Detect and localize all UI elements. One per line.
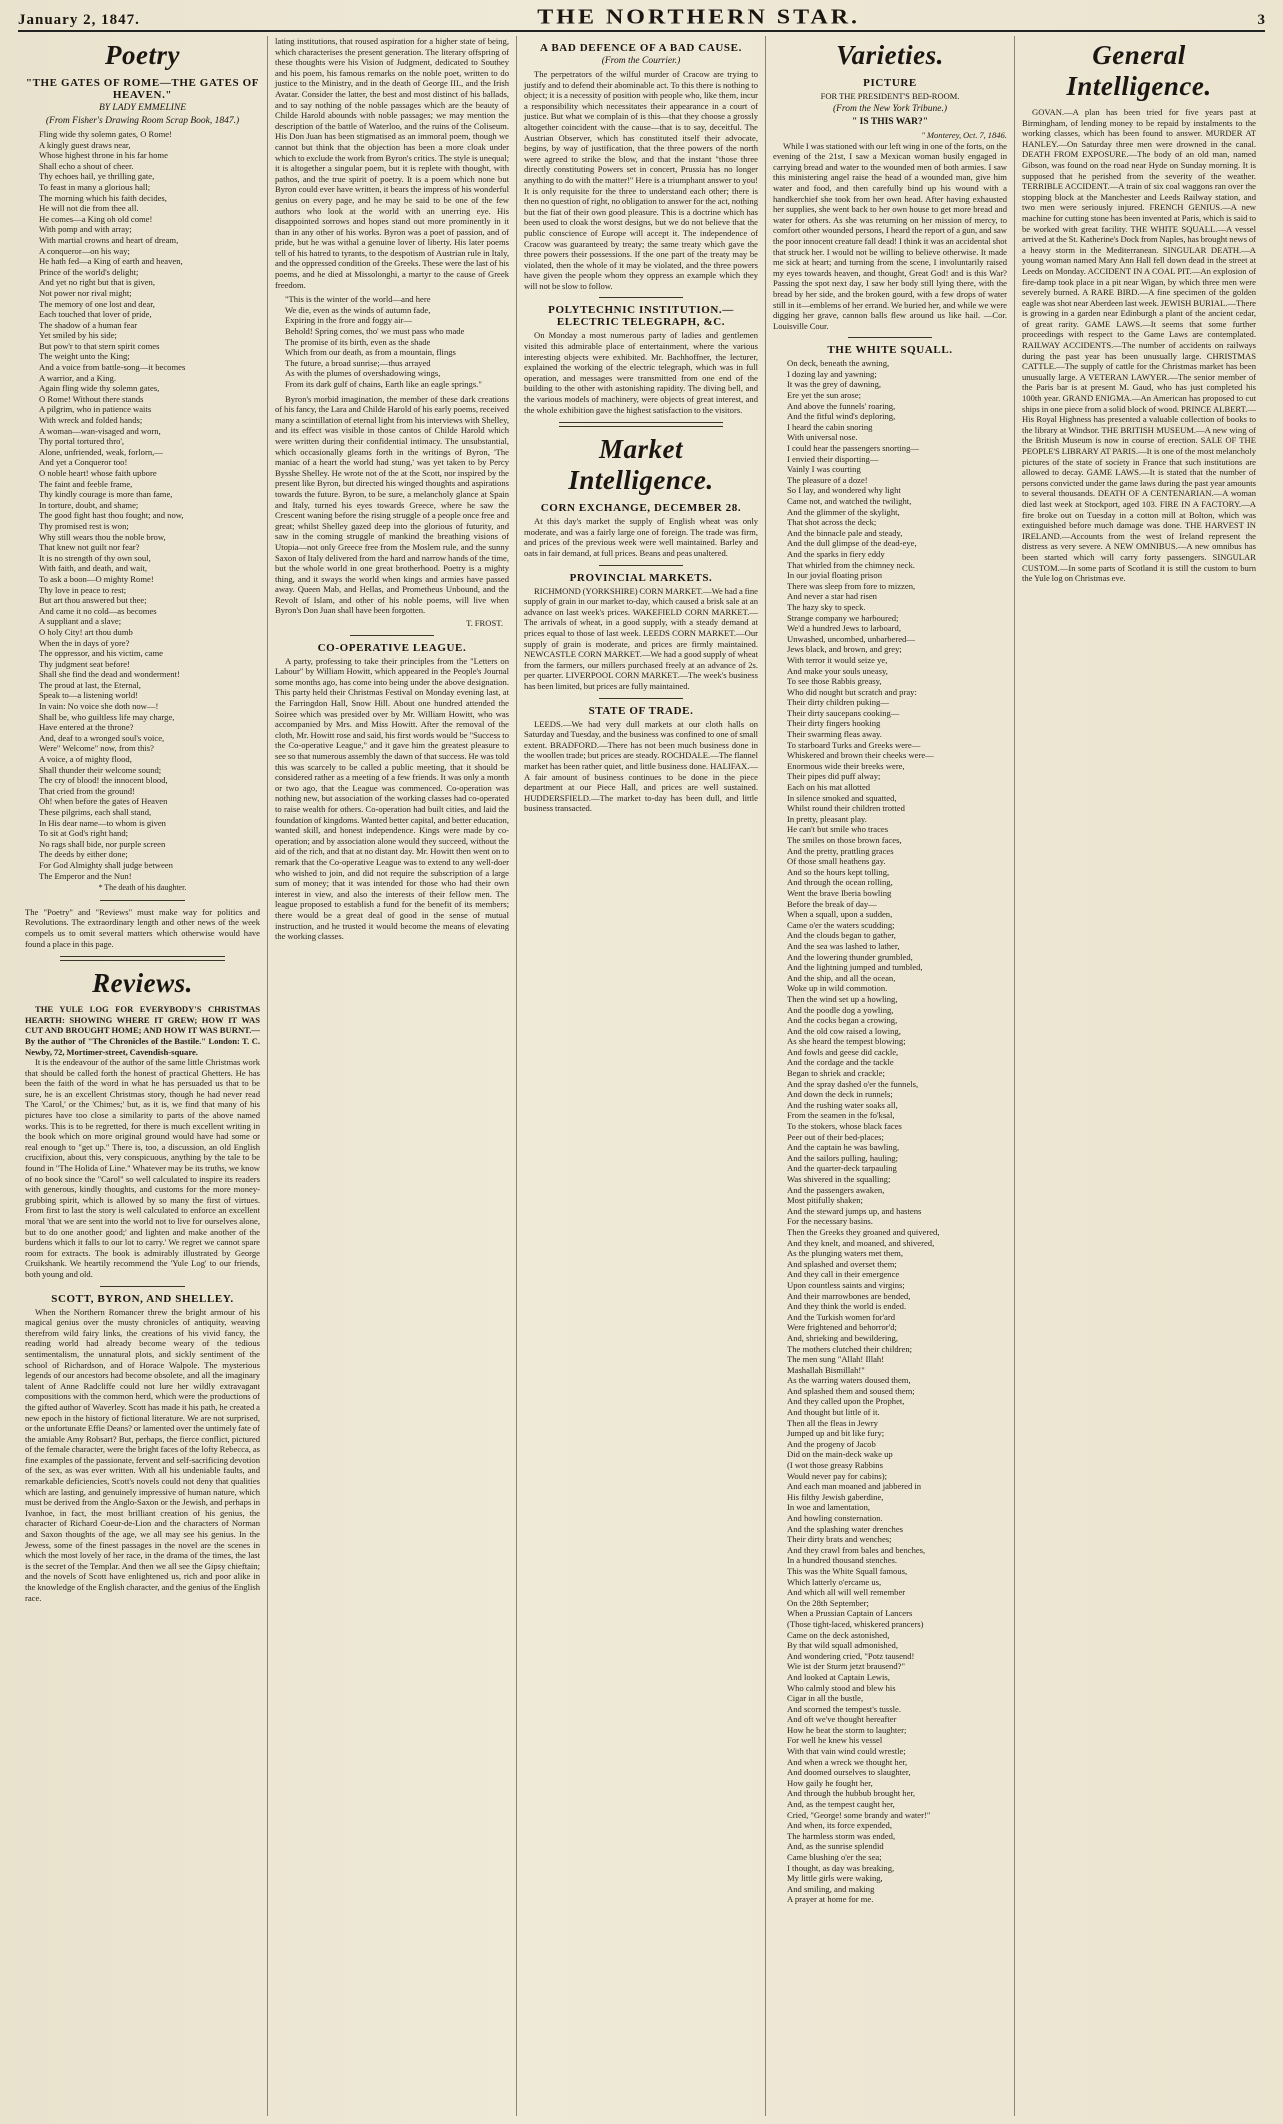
column-3 (517, 36, 766, 2116)
signature: T. FROST. (466, 618, 503, 629)
divider (100, 1286, 185, 1287)
article-title: CO-OPERATIVE LEAGUE. (317, 641, 467, 654)
article-body: When the Northern Romancer threw the bright armour of his magical genius over the musty chronicles of antiquity, weaving therefrom wild fairy links, the creations of his vivid fancy, the reading world had already become weary of the tedious sentimentalism, the unnatural plots, and sickly sentiment of the school of Richardson, and of Horace Walpole. The mysterious legends of our ancestors had become obsolete, and all the imaginary talent of Anne Radcliffe could not lure her wildly extravagant compositions with the common herd, which were the productions of the gifted author of Waverley. Scott has made it his path, he created a new epoch in the history of fictional literature. We are not surprised, or the unfortunate Effie Deans? or lamented over the untimely fate of the amiable Amy Robsart? But, perhaps, the fierce conflict, pictured of the female character, were the bright faces of the lofty Rebecca, as fine examples of the passionate, fervent and self-sacrificing devotion of the sex, as was ever written. With all his undeniable faults, and remarkable deficiencies, Scott's novels could not deny that qualities which are lasting, and genuinely impressive of human nature, which must be derived from the Anglo-Saxon or the Jewish, and perhaps in Ivanhoe, in fact, the most brilliant creation of his genius, the character of Richard Coeur-de-Lion and the characters of Norman and Saxon thoughts of the age, we all may see his genius. In the Jewess, some of the finest passages in the novel are the scenes in which the most lovely of her race, in the drama of the times, the last is the secret of the Templar. And then we all see the Gipsy chieftain; and the novels of Scott have enlightened us, rich and poor alike in the knowledge of the English character, and the genius of the English race. (25, 1306, 261, 1603)
poem-source: (From Fisher's Drawing Room Scrap Book, 1847.) (45, 116, 240, 126)
article-body: On Monday a most numerous party of ladies and gentlemen visited this admirable place of entertainment, where the various interesting objects were exhibited. Mr. Bachhoffner, the lecturer, explained the working of the electric telegraph, which was in full operation, and messages were transmitted from one end of the building to the other with astonishing rapidity. The diving bell, and the various models of machinery, were objects of great interest, and the whole exhibition gave the highest satisfaction to the visitors. (524, 330, 758, 415)
poem-quote: "This is the winter of the world—and here We die, even as the winds of autumn fade, Expiring in the frore and foggy air— Behold! Spring comes, tho' we must pass who made The promise of its birth, even as the shade Which from our death, as from a mountain, flings The future, a broad sunrise;—thus arrayed As with the plumes of overshadowing wings, From its dark gulf of chains, Earth like an eagle springs." (285, 294, 482, 389)
divider (599, 565, 683, 566)
article-source: (From the Courrier.) (601, 56, 681, 66)
section-heading-poetry: Poetry (105, 40, 180, 70)
section-heading-general: General Intelligence. (1066, 40, 1212, 101)
divider (350, 635, 434, 636)
article-body: The perpetrators of the wilful murder of Cracow are trying to justify and to defend their abominable act. To this there is nothing to object; it is a necessity of position with people who, like them, incur a responsibility which necessitates their appearance in a court of justice. But what we complain of is this—that they choose a grossly altogether coincident with the cause—that is to say, deceitful. The Austrian Observer, which has constituted itself their advocate, begins, by way of justification, that the three powers of the north were agreed to strike the blow, and that the instant "those three directly constituting Powers set in concert, Prussia has no longer anything to do with the matter!" Here is a triumphant answer to you! It is only requisite for the three to understand each other; there is then no question of right, no obligation to answer for the act, nothing but the fiat of their own good pleasure. This is a doctrine which has been used to cloak the worst designs, but we do not believe that the public conscience of Europe will accept it. The independence of Cracow was guaranteed by treaty; the same treaty which gave the three powers their possessions. If the one part of the treaty may be violated, then the whole of it may be violated, and the three powers have given the people whom they oppress an example which they will not be slow to follow. (524, 69, 758, 291)
editorial-note: The "Poetry" and "Reviews" must make way for politics and Revolutions. The extraordinary length and other news of the week compels us to omit several matters which otherwise would have found a place in this page. (25, 906, 260, 949)
divider (848, 337, 932, 338)
page-number: 3 (1257, 12, 1265, 28)
review-body: It is the endeavour of the author of the same little Christmas work that should be called forth the honest of practical Ghetters. He has been the faith of the word in what he has persuaded us that to be sure, he is an excellent Christmas story, though he had never read The 'Carol,' or the 'Chimes;' but, as it is, we find that many of his pictures have too close a similarity to parts of the above named works. This is to be regretted, for there is much excellent writing in the book which on more original ground would have had some or real enough to "get up." There is, too, a discussion, an old English crucifixion, about this, very conspicuous, anything by the tale to be found in "The Holida of Line." Whatever may be its truths, we know of no book since the "Carol" so well calculated to inspire its readers with generous, kindly thoughts, and customs for the more money-grubbing spirit, which is allowed by so many the first of virtues. From first to last the story is well calculated to enforce an excellent moral 'that we are sent into the world not to live for ourselves alone, but to do one another good;' and lighten and make another of the burdens which it falls to our lot to carry.' We regret we cannot spare room for extracts. The book is admirably illustrated by George Cruikshank. We heartily recommend the 'Yule Log' to our friends, both young and old. (25, 1057, 260, 1279)
poem-text: On deck, beneath the awning, I dozing lay and yawning; It was the grey of dawning, Ere yet the sun arose; And above the funnels' roaring, And the fitful wind's deploring, I heard the cabin snoring With universal nose. I could hear the passengers snorting— I envied their disporting— Vainly I was courting The pleasure of a doze! So I lay, and wondered why light Came not, and watched the twilight, And the glimmer of the skylight, That shot across the deck; And the binnacle pale and steady, And the dull glimpse of the dead-eye, And the sparks in fiery eddy That whirled from the chimney neck. In our jovial floating prison There was sleep from fore to mizzen, And never a star had risen The hazy sky to speck. Strange company we harboured; We'd a hundred Jews to larboard, Unwashed, uncombed, unbarbered— Jews black, and brown, and grey; With terror it would seize ye, And make your souls uneasy, To see those Rabbis greasy, Who did nought but scratch and pray: Their dirty children puking— Their dirty saucepans cooking— Their dirty fingers hooking Their swarming fleas away. To starboard Turks and Greeks were— Whiskered and brown their cheeks were— Enormous wide their breeks were, Their pipes did puff alway; Each on his mat allotted In silence smoked and squatted, Whilst round their children trotted In pretty, pleasant play. He can't but smile who traces The smiles on those brown faces, And the pretty, prattling graces Of those small heathens gay. And so the hours kept tolling, And through the ocean rolling, Went the brave Iberia bowling Before the break of day— When a squall, upon a sudden, Came o'er the waters scudding; And the clouds began to gather, And the sea was lashed to lather, And the lowering thunder grumbled, And the lightning jumped and tumbled, And the ship, and all the ocean, Woke up in wild commotion. Then the wind set up a howling, And the poodle dog a yowling, And the cocks began a crowing, And the old cow raised a lowing, As she heard the tempest blowing; And fowls and geese did cackle, And the cordage and the tackle Began to shriek and crackle; And the spray dashed o'er the funnels, And down the deck in runnels; And the rushing water soaks all, From the seamen in the fo'ksal, To the stokers, whose black faces Peer out of their bed-places; And the captain he was bawling, And the sailors pulling, hauling; And the quarter-deck tarpauling Was shivered in the squalling; And the passengers awaken, Most pitifully shaken; And the steward jumps up, and hastens For the necessary basins. Then the Greeks they groaned and quivered, And they knelt, and moaned, and shivered, As the plunging waters met them, And splashed and overset them; And they call in their emergence Upon countless saints and virgins; And their marrowbones are bended, And they think the world is ended. And the Turkish women for'ard Were frightened and behorror'd; And, shrieking and bewildering, The mothers clutched their children; The men sung "Allah! Illah! Mashallah Bismillah!" As the warring waters doused them, And splashed them and soused them; And they called upon the Prophet, And thought but little of it. Then all the fleas in Jewry Jumped up and bit like fury; And the progeny of Jacob Did on the main-deck wake up (I wot those greasy Rabbins Would never pay for cabins); And each man moaned and jabbered in His filthy Jewish gaberdine, In woe and lamentation, And howling consternation. And the splashing water drenches Their dirty brats and wenches; And they crawl from bales and benches, In a hundred thousand stenches. This was the White Squall famous, Which latterly o'ercame us, And which all will well remember On the 28th September; When a Prussian Captain of Lancers (Those tight-laced, whiskered prancers) Came on the deck astonished, By that wild squall admonished, And wondering cried, "Potz tausend! Wie ist der Sturm jetzt brausend?" And looked at Captain Lewis, Who calmly stood and blew his Cigar in all the bustle, And scorned the tempest's tussle. And oft we've thought hereafter How he beat the storm to laughter; For well he knew his vessel With that vain wind could wrestle; And when a wreck we thought her, And doomed ourselves to slaughter, How gaily he fought her, And through the hubbub brought her, And, as the tempest caught her, Cried, "George! some brandy and water!" And when, its force expended, The harmless storm was ended, And, as the sunrise splendid Came blushing o'er the sea; I thought, as day was breaking, My little girls were waking, And smiling, and making A prayer at home for me. (787, 358, 940, 1905)
article-body: While I was stationed with our left wing in one of the forts, on the evening of the 21st, I saw a Mexican woman busily engaged in carrying bread and water to the wounded men of both armies. I saw this ministering angel raise the head of a wounded man, give him water and food, and then carefully bind up his wound with a handkerchief she took from her own head. After having exhausted her supplies, she went back to her own house to get more bread and water for others. As she was returning on her mission of mercy, to comfort other wounded persons, I heard the report of a gun, and saw the poor innocent creature fall dead! I think it was an accidental shot that struck her. I would not be willing to believe otherwise. It made me sick at heart; and turning from the scene, I involuntarily raised my eyes towards heaven, and thought, Great God! and is this War? Passing the spot next day, I saw her body still lying there, with the bread by her side, and the broken gourd, with a few drops of water still in it—emblems of her errand. We buried her, and while we were digging her grave, cannon balls flew around us like hail. —Cor. Louisville Cour. (773, 140, 1007, 331)
article-body: A party, professing to take their principles from the "Letters on Labour" by William Howitt, which appeared in the People's Journal some months ago, has come into being under the above designation. This party held their Christmas Festival on Monday evening last, at the Farringdon Hall, Snow Hill. About one hundred attended the Soiree which was presided over by Mr. William Howitt, who was accompanied by Mrs. and Miss Howitt. After the removal of the cloth, Mr. Howitt rose and said, his first words would be "Success to the Co-operative League," and it gave him the greatest pleasure to see so that numerous assembly the dawn of that success. He was told this was scarcely to be called a public meeting, that it should be considered rather as a meeting of a few friends. It was only a month or two ago, that the League was commenced. Co-operation was nothing new, but association of the working classes had co-operated to raise wealth for others. Co-operation had built cities, and laid the foundation of kingdoms. Wanted better capital, and better education, wanted skill, and honest independence. Kings were made by co-operation; and by association alone would they succeed, without the aid of the rich, and that at no distant day. Mr. Howitt then went on to remark that the Co-operative League was to extend to any well-doer who wished to join, and did not require the subscription of a large sum of money; that it was intended for those who had their own interest in view, and also the interests of their fellow men. The league proposed to establish a fund for the benefit of its members; there would be a great deal of good in the sense of mutual instruction, and he trusted it would become the means of elevating the working classes. (275, 655, 509, 942)
columns (18, 36, 1263, 2116)
article-body: lating institutions, that roused aspiration for a higher state of being, which characterises the present generation. The literary offspring of these thoughts were his Vision of Judgment, dedicated to Southey and his poem, his famous remarks on the noble poet, written to do justice to the Ministry, and in the death of George III., and the Irish Avatar. Consider the latter, the best and most distinct of his ballads, and to say nothing of the noble passages which are the beauty of Childe Harold abounds with noble passages; we may mention the description of the battle of Waterloo, and the ruins of the Coliseum. His Don Juan has been stigmatised as an immoral poem, though we cannot but think that the objection has been a more cloak under which to exclude the work from Byron's critics. The style is unequal; it is altogether a singular poem, but it is replete with thought, with pathos, and the true spirit of poetry. It is a poem which none but Byron could ever have written, it bears the impress of his wonderful genius on every page, and he may be said to be one of the few authors who look at the world with an unerring eye. His disappointed sorrows and hopes stand out more prominently in it than in any other of his works. Byron was a poet of passion, and of pride, but he was withal a genuine lover of liberty. His later poems tell of his hatred to tyrants, to the despotism of Austrian rule in Italy, and the oppressed condition of the Greeks. These were the last of his poems, and he died at Missolonghi, a martyr to the cause of Greek freedom. (275, 36, 509, 290)
article-body: LEEDS.—We had very dull markets at our cloth halls on Saturday and Tuesday, and the business was confined to one of small extent. BRADFORD.—There has not been much business done in the woollen trade; but prices are steady. ROCHDALE.—The flannel market has been rather quiet, and little business done. HALIFAX.—A fair amount of business continues to be done in the piece department at our Piece Hall, and prices are well sustained. HUDDERSFIELD.—The market to-day has been dull, and little business transacted. (524, 718, 758, 814)
article-body: Byron's morbid imagination, the member of these dark creations of his fancy, the Lara and Childe Harold of his early poems, received many a scintillation of eternal light from his interviews with Shelley, and its effect was visible in those cantos of Childe Harold which were written during their confidential intimacy. The unsubstantial, which occasionally gleams forth in the writings of Byron, 'The maniac of a heart the world had stung,' was yet taken to by Percy Bysshe Shelley. He wrote not of the at the Scott, nor inspired by the present like Byron, but directed his winged thoughts and aspirations towards the future. Byron, to be sure, a melancholy glance at Spain and Italy, turned his eyes towards Greece, where he saw the Crescent waning before the rising struggle of a people once free and great; whilst Shelley gazed deep into the glorious of futurity, and saw in the coming struggle of mankind the breathing visions of Utopia—not only Greece free from the Moslem rule, and the sunny Saxon of Italy delivered from the hard and narrow hands of the time, but the whole world in one great brotherhood. Poetry is a mighty thing, and it sways the world when kings and armies have passed away. Queen Mab, and Hellas, and Prometheus Unbound, and the Revolt of Islam, and other of his noble poems, will live when Byron's Don Juan shall have been forgotten. (275, 393, 509, 616)
column-2 (268, 36, 517, 2116)
divider (100, 900, 185, 901)
masthead-date: January 2, 1847. (18, 12, 140, 28)
column-1 (18, 36, 268, 2116)
article-title: PROVINCIAL MARKETS. (569, 571, 713, 584)
article-subtitle: FOR THE PRESIDENT'S BED-ROOM. (820, 91, 960, 101)
divider (559, 422, 723, 427)
article-title: A BAD DEFENCE OF A BAD CAUSE. (540, 42, 742, 54)
section-heading-varieties: Varieties. (836, 40, 944, 70)
article-title: POLYTECHNIC INSTITUTION.—ELECTRIC TELEGRAPH, &C. (548, 304, 734, 329)
news-items: GOVAN.—A plan has been tried for five years past at Birmingham, of lending money to be repaid by instalments to the working classes, which has been found to answer. MURDER AT HANLEY.—On Saturday three men were drowned in the canal. DEATH FROM EXPOSURE.—The body of an old man, named Gibson, was found on the road near Hyde on Sunday morning. It is supposed that he perished from the severity of the weather. TERRIBLE ACCIDENT.—A train of six coal waggons ran over the stopping block at the Manchester and Leeds Railway station, and two men were seriously injured. FRENCH GENIUS.—A new machine for cutting stone has been invented at Paris, which is said to be worked with great facility. THE WHITE SQUALL.—A vessel arrived at the St. Katherine's Dock from Naples, has brought news of a heavy storm in the Mediterranean. SINGULAR DEATH.—A young woman named Mary Ann Hall fell down dead in the street at Leeds on Monday. ACCIDENT IN A COAL PIT.—An explosion of fire-damp took place in a pit near Wigan, by which three men were severely burned. A RARE BIRD.—A fine specimen of the golden eagle was shot near Aberdeen last week. JEWISH BURIAL.—There is growing in a garden near Edinburgh a plant of the ancient cedar, of great rarity. GAME LAWS.—It seems that some further proceedings with respect to the Game Laws are contemplated. RAILWAY ACCIDENTS.—The number of accidents on railways during the past year has been unusually large. CHRISTMAS CATTLE.—The supply of cattle for the Christmas market has been unusually large. A VETERAN LAWYER.—The senior member of the Paris bar is at present M. Gaud, who has just completed his 100th year. GRAND ENIGMA.—An American has proposed to cut ships in one piece from a solid block of wood. PRINCE ALBERT.—His Royal Highness has presented a valuable collection of books to the library at Windsor. THE BRITISH MUSEUM.—A new wing of the British Museum is now in course of erection. SALE OF THE PEOPLE'S LIBRARY AT PARIS.—It is one of the most melancholy pictures of the state of society in France that such institutions are allowed to decay. GAME LAWS.—It is stated that the number of persons convicted under the game laws during the past year amounts to several thousands. DEATH OF A CENTENARIAN.—A woman died last week at Stockport, aged 103. FIRE IN A FACTORY.—A fire broke out on Tuesday in a cotton mill at Bolton, which was extinguished before much damage was done. THE HARVEST IN IRELAND.—Accounts from the west of Ireland represent the distress as very severe. A NEW OMNIBUS.—A new omnibus has been started which will carry forty passengers. SINGULAR CUSTOM.—In some parts of Scotland it is still the custom to burn the Yule log on Christmas eve. (1022, 107, 1256, 584)
masthead (18, 4, 1265, 32)
divider (599, 297, 683, 298)
article-title: PICTURE (863, 77, 917, 89)
poem-author: BY LADY EMMELINE (98, 103, 187, 113)
article-title: SCOTT, BYRON, AND SHELLEY. (51, 1292, 234, 1305)
section-heading-market: Market Intelligence. (568, 434, 714, 496)
divider (60, 956, 225, 961)
review-title: THE YULE LOG FOR EVERYBODY'S CHRISTMAS HEARTH: SHOWING WHERE IT GREW; HOW IT WAS CUT AND BROUGHT HOME; AND HOW IT WAS BURNT.—By the author of "The Chronicles of the Bastile." London: T. C. Newby, 72, Mortimer-street, Cavendish-square. (25, 1004, 260, 1057)
footnote: * The death of his daughter. (98, 883, 187, 893)
article-dateline: " Monterey, Oct. 7, 1846. (921, 130, 1007, 140)
masthead-title: THE NORTHERN STAR. (537, 5, 861, 29)
article-quote: " IS THIS WAR?" (852, 117, 928, 127)
article-title: CORN EXCHANGE, DECEMBER 28. (540, 502, 742, 515)
poem-title: "THE GATES OF ROME—THE GATES OF HEAVEN." (25, 77, 260, 101)
column-5 (1015, 36, 1263, 2116)
article-body: RICHMOND (YORKSHIRE) CORN MARKET.—We had a fine supply of grain in our market to-day, which caused a brisk sale at an advance on last week's prices. WAKEFIELD CORN MARKET.—The arrivals of wheat, in a good supply, with a steady demand at prices equal to those of last week. LEEDS CORN MARKET.—Our supply of grain is moderate, and prices are firmly maintained. NEWCASTLE CORN MARKET.—We had a good supply of wheat from the farmers, our millers purchased freely at an advance of 2s. per quarter. LIVERPOOL CORN MARKET.—The week's business has been limited, but prices are fully maintained. (524, 585, 758, 691)
poem-text: Fling wide thy solemn gates, O Rome! A kingly guest draws near, Whose highest throne in his far home Shall echo a shout of cheer. Thy echoes hail, ye thrilling gate, To feast in many a glorious hall; The morning which his faith decides, He will not die from thee all. He comes—a King oh old come! With pomp and with array; With martial crowns and heart of dream, A conqueror—on his way; He hath fed—a King of earth and heaven, Prince of the world's delight; And yet no right but that is given, Not power nor rival might; The memory of one lost and dear, Each touched that lover of pride, The shadow of a human fear Yet smiled by his side; But pow'r to that stern spirit comes The weight unto the King; And a voice from battle-song—it becomes A warrior, and a King. Again fling wide thy solemn gates, O Rome! Without there stands A pilgrim, who in patience waits With wreck and folded hands; A woman—wan-visaged and worn, Thy portal tortured thro', Alone, unfriended, weak, forlorn,— And yet a Conqueror too! O noble heart! whose faith upbore The faint and feeble frame, Thy kindly courage is more than fame, In torture, doubt, and shame; The good fight hast thou fought; and now, Thy promised rest is won; Why still wears thou the noble brow, That knew not guilt nor fear? It is no strength of thy own soul, With faith, and death, and wait, To ask a boon—O mighty Rome! Thy love in peace to rest; But art thou answered but thee; And came it no cold—as becomes A suppliant and a slave; O holy City! art thou dumb When the in days of yore? The oppressor, and his victim, came Thy judgment seat before! Shall she find the dead and wonderment! The proud at last, the Eternal, Speak to—a listening world! In vain: No voice she doth now—! Shall be, who guiltless life may charge, Have entered at the throne? And, deaf to a wronged soul's voice, Were" Welcome" now, from this? A voice, a of mighty flood, Shall thunder their welcome sound; The cry of blood! the innocent blood, That cried from the ground! Oh! when before the gates of Heaven These pilgrims, each shall stand, In His dear name—to whom is given To sit at God's right hand; No rags shall bide, nor purple screen The deeds by either done; For God Almighty shall judge between The Emperor and the Nun! (39, 129, 186, 881)
article-body: At this day's market the supply of English wheat was only moderate, and was a fairly large one of foreign. The trade was firm, and prices of the previous week were well maintained. Barley and oats in fair demand, at full prices. Beans and peas unaltered. (524, 516, 758, 558)
section-heading-reviews: Reviews. (92, 968, 193, 999)
divider (599, 698, 683, 699)
poem-title: THE WHITE SQUALL. (827, 344, 953, 357)
article-source: (From the New York Tribune.) (832, 104, 948, 114)
column-4 (766, 36, 1015, 2116)
article-title: STATE OF TRADE. (588, 704, 694, 717)
